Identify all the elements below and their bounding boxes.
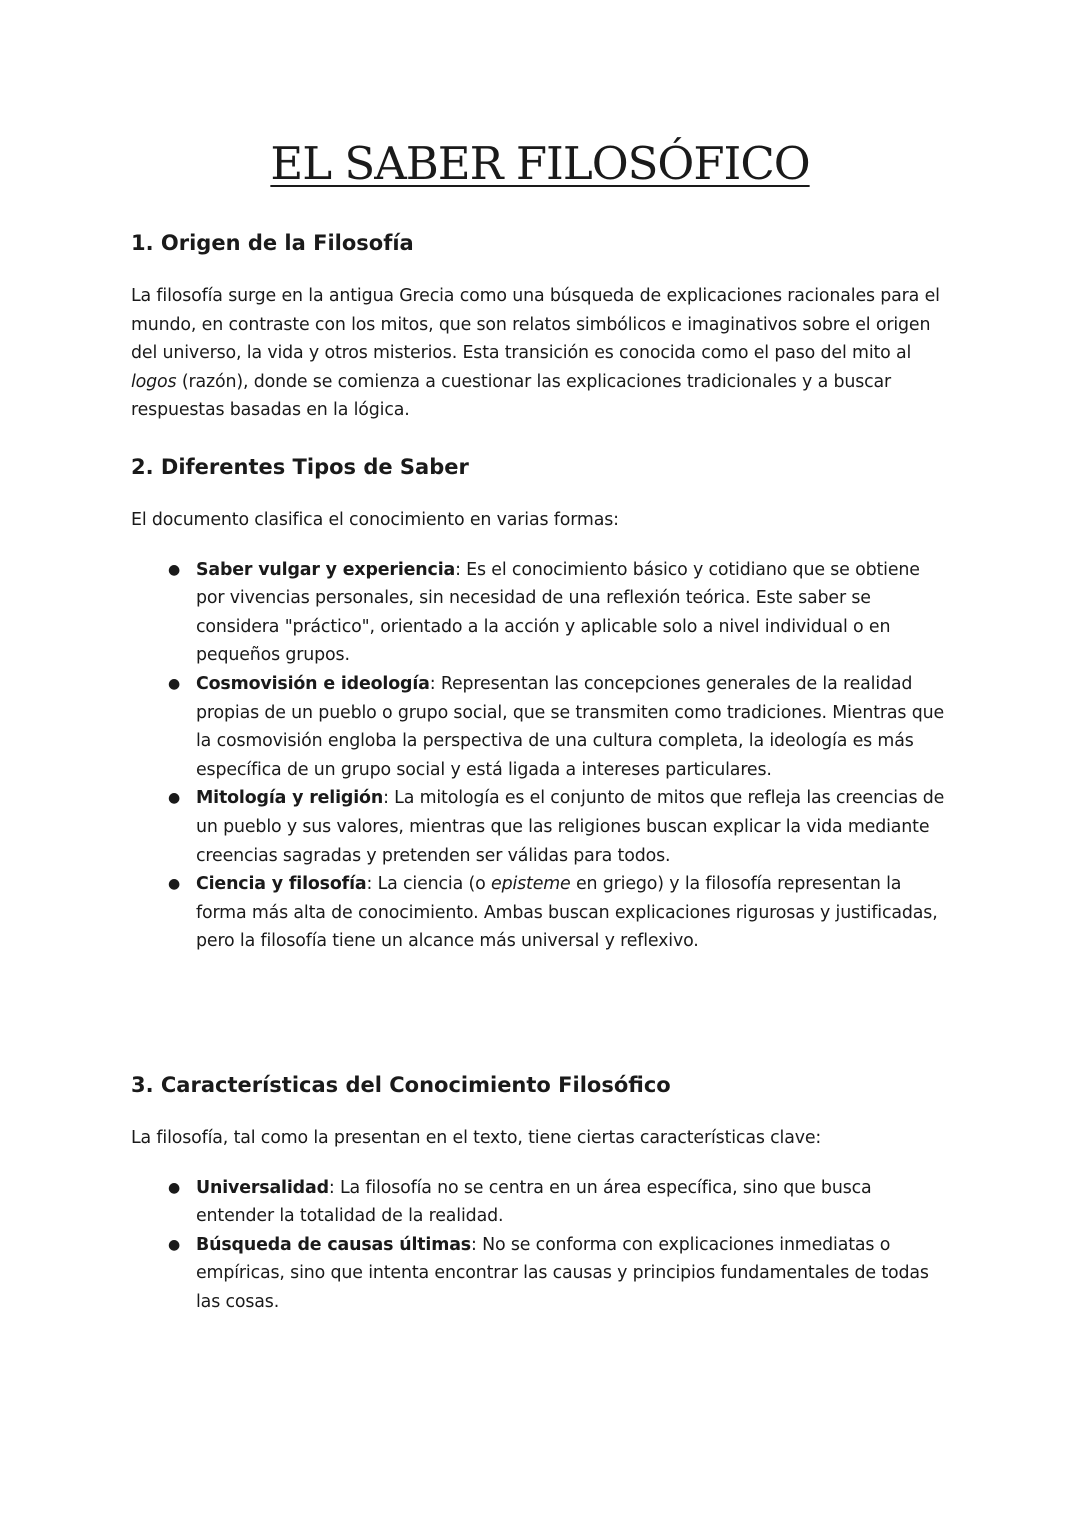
bullet-icon: ● [168,790,181,807]
paragraph-text: La filosofía surge en la antigua Grecia como una búsqueda de explicaciones racionales para el mundo, en contraste con los mitos, que son relatos simbólicos e imaginativos sobre el origen del universo, la vida y otros misterios. Esta transición es conocida como el paso del mito al [131,286,940,364]
list-item-term: Búsqueda de causas últimas [196,1234,471,1255]
section-caracteristicas [131,1070,949,1317]
bullet-icon: ● [168,1179,181,1196]
section-intro: El documento clasifica el conocimiento en varias formas: [131,510,619,530]
paragraph-emphasis: logos [131,371,177,392]
list-item [131,1174,949,1231]
bullet-icon: ● [168,876,181,893]
section-paragraph [131,282,949,425]
section-heading: 2. Diferentes Tipos de Saber [131,455,469,479]
list-item-text: : La ciencia (o [366,874,492,895]
list-item-text: : La filosofía no se centra en un área específica, sino que busca entender la totalidad de la realidad. [196,1177,872,1227]
list-item-term: Cosmovisión e ideología [196,673,430,694]
section-origen [131,228,949,425]
section-heading: 1. Origen de la Filosofía [131,231,414,255]
bullet-icon: ● [168,675,181,692]
list-item [131,1231,949,1317]
bullet-list [131,1174,949,1317]
paragraph-text: (razón), donde se comienza a cuestionar las explicaciones tradicionales y a buscar respuestas basadas en la lógica. [131,371,892,421]
list-item-term: Universalidad [196,1177,329,1198]
list-item-text: : Representan las concepciones generales de la realidad propias de un pueblo o grupo social, que se transmiten como tradiciones. Mientras que la cosmovisión engloba la perspectiva de una cultura completa, la ideología es más específica de un grupo social y está ligada a intereses particulares. [196,673,945,780]
list-item-term: Mitología y religión [196,788,384,809]
bullet-icon: ● [168,561,181,578]
list-item-term: Saber vulgar y experiencia [196,559,456,580]
bullet-icon: ● [168,1236,181,1253]
list-item-text: : No se conforma con explicaciones inmediatas o empíricas, sino que intenta encontrar las causas y principios fundamentales de todas las cosas. [196,1234,929,1312]
section-intro: La filosofía, tal como la presentan en el texto, tiene ciertas características clave: [131,1128,822,1148]
bullet-list [131,556,949,956]
list-item-emphasis: episteme [491,874,571,895]
list-item [131,870,949,956]
list-item [131,784,949,870]
list-item [131,670,949,784]
list-item-text: : Es el conocimiento básico y cotidiano que se obtiene por vivencias personales, sin necesidad de una reflexión teórica. Este saber se considera "práctico", orientado a la acción y aplicable solo a nivel individual o en pequeños grupos. [196,559,920,666]
list-item-text: : La mitología es el conjunto de mitos que refleja las creencias de un pueblo y sus valores, mientras que las religiones buscan explicar la vida mediante creencias sagradas y pretenden ser válidas para todos. [196,788,945,866]
section-tipos-de-saber [131,452,949,956]
list-item-term: Ciencia y filosofía [196,874,367,895]
list-item-text: en griego) y la filosofía representan la forma más alta de conocimiento. Ambas buscan explicaciones rigurosas y justificadas, pero la filosofía tiene un alcance más universal y reflexivo. [196,874,938,952]
document-title: EL SABER FILOSÓFICO [270,137,810,190]
section-heading: 3. Características del Conocimiento Filosófico [131,1073,671,1097]
list-item [131,556,949,670]
